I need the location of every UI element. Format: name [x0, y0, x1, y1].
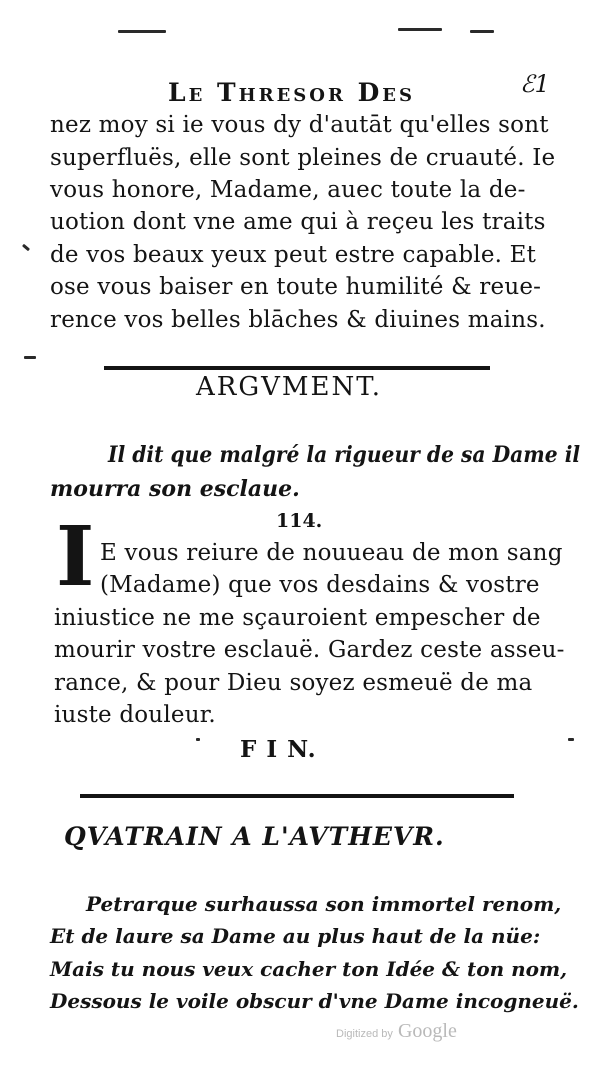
letter-text-line: (Madame) que vos desdains & vostre [100, 572, 540, 598]
letter-text-line: de vos beaux yeux peut estre capable. Et [50, 242, 537, 268]
argument-text-line: Il dit que malgré la rigueur de sa Dame il [108, 442, 581, 468]
quatrain-line: Dessous le voile obscur d'vne Dame incogneuë. [50, 989, 579, 1013]
drop-cap: I [56, 509, 95, 605]
margin-speck [568, 738, 574, 741]
running-title: Le Thresor Des [168, 78, 416, 107]
quatrain-heading: QVATRAIN A L'AVTHEVR. [64, 822, 445, 851]
letter-text-line: nez moy si ie vous dy d'autāt qu'elles sont [50, 112, 549, 138]
letter-text-line: iniustice ne me sçauroient empescher de [54, 605, 541, 631]
watermark-prefix: Digitized by [336, 1028, 393, 1040]
fin-mark: F I N. [240, 736, 317, 763]
letter-number: 114. [276, 510, 323, 532]
letter-text-line: mourir vostre esclauë. Gardez ceste asseu- [54, 637, 565, 663]
top-edge-speck [470, 30, 494, 33]
top-edge-speck [398, 28, 442, 31]
digitized-watermark [336, 1020, 457, 1043]
top-edge-speck [118, 30, 166, 33]
argument-heading: ARGVMENT. [196, 372, 383, 402]
letter-text-line: rance, & pour Dieu soyez esmeuë de ma [54, 670, 533, 696]
quatrain-line: Mais tu nous veux cacher ton Idée & ton nom, [50, 957, 568, 981]
argument-text-line: mourra son esclaue. [50, 476, 300, 502]
letter-text-line: vous honore, Madame, auec toute la de- [50, 177, 526, 203]
letter-text-line: ose vous baiser en toute humilité & reue- [50, 274, 542, 300]
section-rule [104, 366, 490, 370]
google-logo: Google [397, 1020, 457, 1042]
margin-speck [196, 738, 200, 741]
folio-mark: ℰ1 [520, 70, 550, 98]
quatrain-line: Petrarque surhaussa son immortel renom, [86, 892, 562, 916]
quatrain-line: Et de laure sa Dame au plus haut de la nüe: [50, 924, 541, 948]
letter-text-line: rence vos belles blāches & diuines mains. [50, 307, 546, 333]
margin-speck [22, 244, 30, 251]
letter-text-line: E vous reiure de nouueau de mon sang [100, 540, 563, 566]
margin-speck [24, 356, 36, 359]
letter-text-line: uotion dont vne ame qui à reçeu les traits [50, 209, 546, 235]
letter-text-line: iuste douleur. [54, 702, 216, 728]
letter-text-line: superfluës, elle sont pleines de cruauté. Ie [50, 145, 556, 171]
section-rule [80, 794, 514, 798]
